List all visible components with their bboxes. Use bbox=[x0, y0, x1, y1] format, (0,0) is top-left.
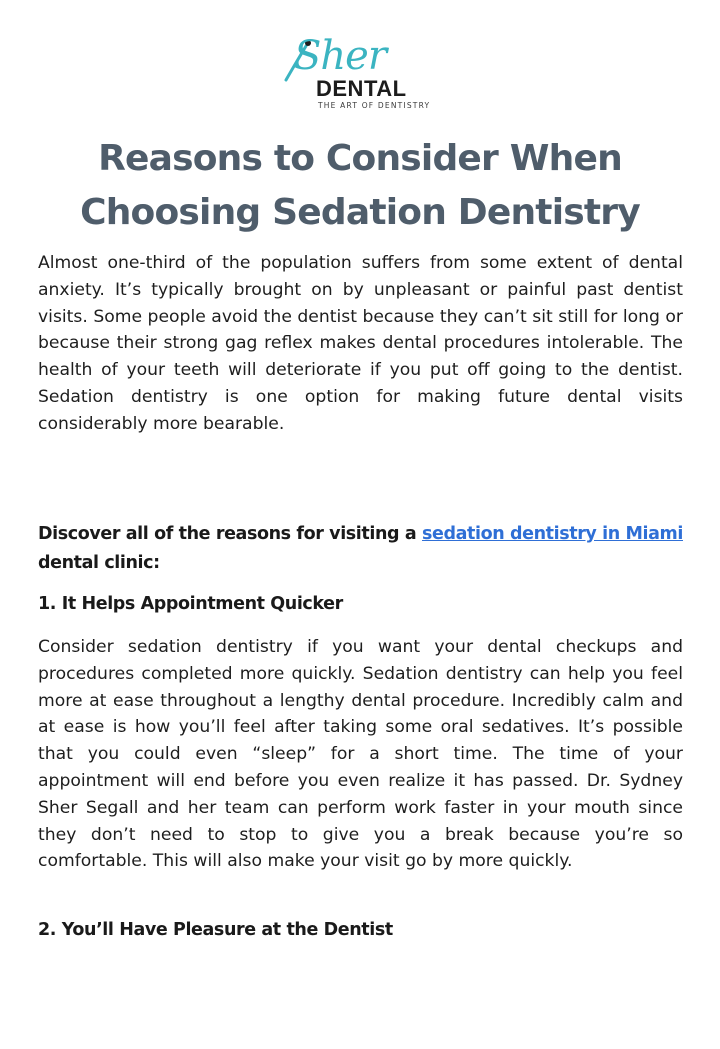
sher-dental-logo bbox=[280, 33, 440, 116]
discover-text-before: Discover all of the reasons for visiting a bbox=[38, 524, 423, 544]
logo-script-text: Sher bbox=[294, 33, 386, 79]
intro-paragraph: Almost one-third of the population suffers from some extent of dental anxiety. It’s typically brought on by unpleasant or painful past dentist visits. Some people avoid the dentist because they can’t sit still for long or because their strong gag reflex makes dental procedures intolerable. The health of your teeth will deteriorate if you put off going to the dentist. Sedation dentistry is one option for making future dental visits considerably more bearable. bbox=[38, 253, 683, 434]
discover-heading bbox=[38, 520, 683, 578]
section-1-heading: 1. It Helps Appointment Quicker bbox=[38, 594, 343, 614]
logo-wordmark: DENTAL bbox=[316, 76, 407, 101]
discover-text-after: dental clinic: bbox=[38, 553, 160, 573]
sedation-dentistry-link[interactable]: sedation dentistry in Miami bbox=[422, 524, 683, 544]
page-title: Reasons to Consider When Choosing Sedation Dentistry bbox=[80, 138, 640, 233]
logo-tagline: THE ART OF DENTISTRY bbox=[318, 101, 431, 110]
section-2-heading: 2. You’ll Have Pleasure at the Dentist bbox=[38, 920, 393, 940]
section-1-body: Consider sedation dentistry if you want your dental checkups and procedures completed more quickly. Sedation dentistry can help you feel more at ease throughout a lengthy dental procedure. Incredibly calm and at ease is how you’ll feel after taking some oral sedatives. It’s possible that you could even “sleep” for a short time. The time of your appointment will end before you even realize it has passed. Dr. Sydney Sher Segall and her team can perform work faster in your mouth since they don’t need to stop to give you a break because you’re so comfortable. This will also make your visit go by more quickly. bbox=[38, 637, 683, 872]
